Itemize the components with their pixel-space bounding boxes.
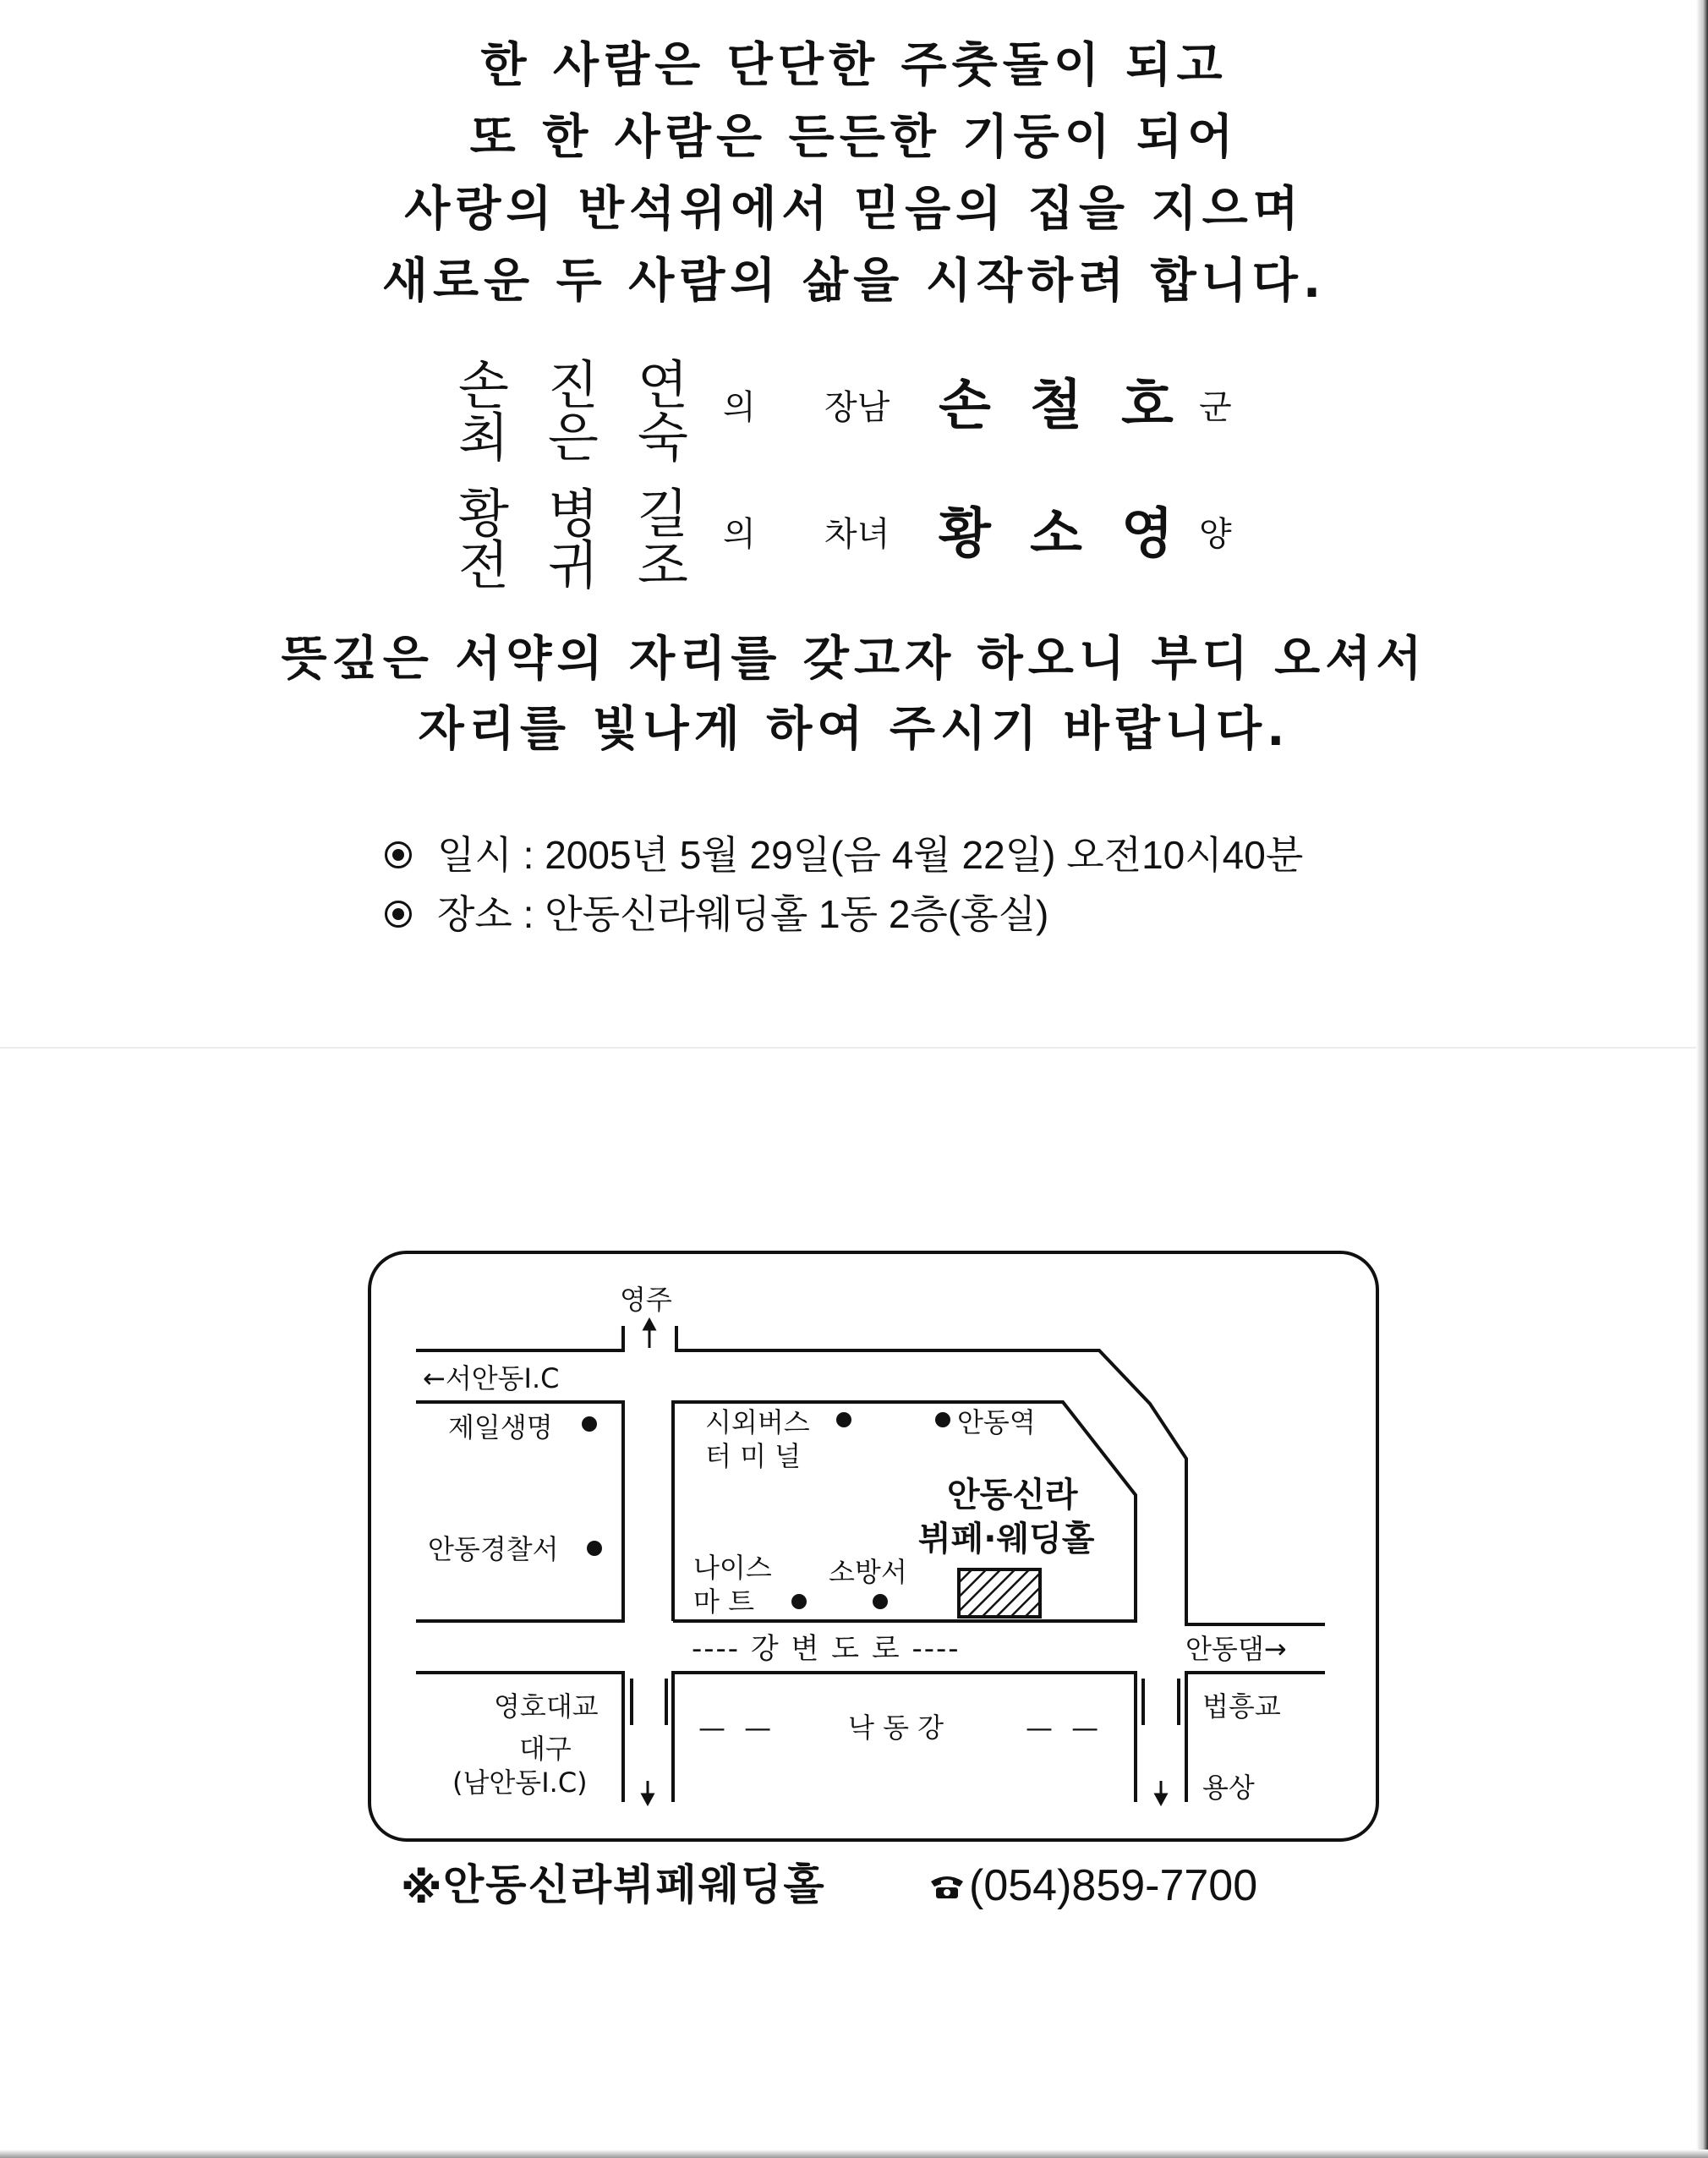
footer-note-mark: ※ xyxy=(401,1864,442,1913)
bus-dot xyxy=(836,1412,851,1427)
mart-dot xyxy=(791,1594,807,1609)
bride-mother-name-3: 조 xyxy=(638,534,688,596)
bride-mother-name-2: 귀 xyxy=(548,534,599,596)
telephone-icon xyxy=(928,1871,966,1900)
groom-name-1: 손 xyxy=(939,374,991,437)
map-east-dam-label: 안동댐→ xyxy=(1185,1633,1287,1665)
bride-father-name-1: 황 xyxy=(458,483,509,545)
bride-name-1: 황 xyxy=(939,502,991,566)
bride-name-2: 소 xyxy=(1030,502,1082,566)
bride-name-3: 영 xyxy=(1121,502,1174,566)
map-bus-label-1: 시외버스 xyxy=(705,1406,810,1438)
map-river-label: 낙 동 강 xyxy=(848,1712,944,1744)
map-bridge-west-label: 영호대교 xyxy=(494,1690,599,1723)
groom-name-3: 호 xyxy=(1121,374,1174,437)
groom-father-name-1: 손 xyxy=(458,354,509,416)
closing-line-2: 자리를 빛나게 하여 주시기 바랍니다. xyxy=(418,702,1290,757)
groom-suffix: 군 xyxy=(1199,388,1232,427)
map-mart-label-1: 나이스 xyxy=(693,1552,772,1584)
bride-mother-name-1: 전 xyxy=(458,534,509,596)
poem-line-4: 새로운 두 사람의 삶을 시작하려 합니다. xyxy=(381,254,1327,309)
map-venue-label-1: 안동신라 xyxy=(947,1476,1078,1514)
fire-dot xyxy=(873,1594,888,1609)
road-north-west xyxy=(416,1326,623,1350)
map-river-dash-right: — — xyxy=(1026,1712,1104,1744)
map-venue-label-2: 뷔페·웨딩홀 xyxy=(918,1520,1095,1558)
poem-line-3: 사랑의 반석위에서 믿음의 집을 지으며 xyxy=(404,182,1304,237)
footer-phone-number: (054)859-7700 xyxy=(969,1861,1258,1910)
map-bridge-east-label: 법흥교 xyxy=(1202,1690,1281,1723)
station-dot xyxy=(935,1412,950,1427)
venue-marker xyxy=(959,1569,1040,1617)
groom-particle: 의 xyxy=(723,388,756,427)
map-road-label: ---- 강 변 도 로 ---- xyxy=(692,1632,961,1666)
jeil-dot xyxy=(582,1416,597,1432)
police-dot xyxy=(587,1541,602,1556)
scan-bottom-shadow xyxy=(0,2150,1708,2158)
bride-father-name-3: 길 xyxy=(638,483,688,545)
date-text: 일시 : 2005년 5월 29일(음 4월 22일) 오전10시40분 xyxy=(437,833,1304,877)
groom-mother-name-3: 숙 xyxy=(638,407,688,468)
map-river-dash-left: — — xyxy=(698,1712,777,1744)
map-station-label: 안동역 xyxy=(957,1406,1036,1438)
groom-mother-name-2: 은 xyxy=(548,407,599,468)
map-daegu-label-1: 대구 xyxy=(519,1733,572,1765)
map-yongsang-label: 용상 xyxy=(1202,1772,1255,1804)
bride-suffix: 양 xyxy=(1199,515,1232,554)
map-bus-label-2: 터 미 널 xyxy=(705,1440,802,1472)
footer-venue-name: 안동신라뷔페웨딩홀 xyxy=(443,1860,826,1909)
map-daegu-label-2: (남안동I.C) xyxy=(452,1766,588,1799)
groom-father-name-3: 연 xyxy=(638,354,688,416)
closing-line-1: 뜻깊은 서약의 자리를 갖고자 하오니 부디 오셔서 xyxy=(281,632,1427,687)
map-fire-label: 소방서 xyxy=(829,1556,907,1588)
bride-relation: 차녀 xyxy=(824,515,890,554)
map-north-label: 영주 xyxy=(620,1284,672,1316)
groom-father-name-2: 진 xyxy=(548,354,599,416)
map-mart-label-2: 마 트 xyxy=(693,1586,754,1618)
bride-father-name-2: 병 xyxy=(548,483,599,545)
groom-name-2: 철 xyxy=(1030,374,1082,437)
map-police-label: 안동경찰서 xyxy=(428,1533,559,1565)
scan-edge-shadow xyxy=(1696,0,1708,2158)
bride-particle: 의 xyxy=(723,515,756,554)
poem-line-1: 한 사람은 단단한 주춧돌이 되고 xyxy=(480,38,1228,93)
groom-mother-name-1: 최 xyxy=(458,407,509,468)
map-jeil-label: 제일생명 xyxy=(448,1411,553,1443)
groom-relation: 장남 xyxy=(824,388,890,427)
poem-line-2: 또 한 사람은 든든한 기둥이 되어 xyxy=(469,110,1239,165)
map-west-ic-label: ←서안동I.C xyxy=(423,1362,560,1394)
place-text: 장소 : 안동신라웨딩홀 1동 2층(홍실) xyxy=(437,892,1049,936)
